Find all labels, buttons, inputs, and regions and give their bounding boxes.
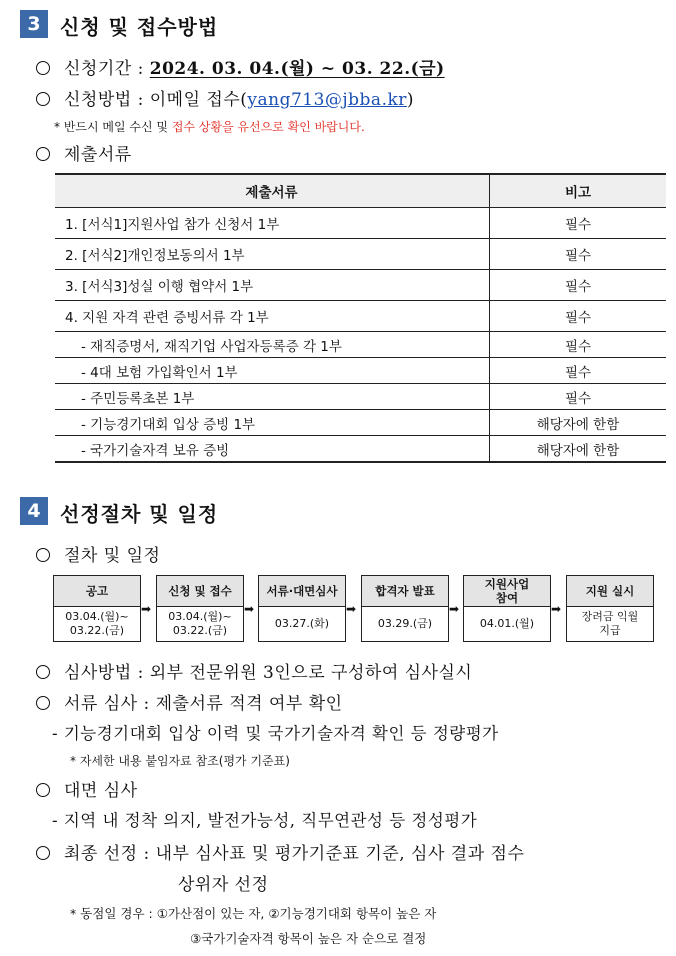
doc-cell: - 재직증명서, 재직기업 사업자등록증 각 1부	[55, 332, 490, 358]
doc-cell: - 4대 보험 가입확인서 1부	[55, 358, 490, 384]
doc-cell: 2. [서식2]개인정보동의서 1부	[55, 239, 490, 270]
table-row	[55, 358, 666, 384]
table-header-docs: 제출서류	[55, 174, 490, 208]
arrow-right-icon: ➡	[449, 602, 460, 616]
note-cell: 필수	[490, 270, 667, 301]
method-label: 신청방법 : 이메일 접수(	[64, 90, 248, 110]
table-row	[55, 301, 666, 332]
note-red: 접수 상황을 유선으로 확인 바랍니다.	[171, 120, 365, 134]
circle-bullet-icon	[36, 665, 50, 679]
note-cell: 필수	[490, 208, 667, 239]
process-step-support	[566, 575, 654, 642]
doc-cell: 4. 지원 자격 관련 증빙서류 각 1부	[55, 301, 490, 332]
document-review-text: 서류 심사 : 제출서류 적격 여부 확인	[64, 694, 343, 714]
step-title: 신청 및 접수	[157, 576, 243, 607]
final-selection	[36, 839, 524, 864]
step-date: 03.04.(월)~ 03.22.(금)	[65, 610, 129, 637]
step-title: 공고	[54, 576, 140, 607]
process-step-participation	[463, 575, 551, 642]
review-method-text: 심사방법 : 외부 전문위원 3인으로 구성하여 심사실시	[64, 663, 473, 683]
documents-heading	[36, 140, 132, 165]
note-cell: 필수	[490, 358, 667, 384]
table-row	[55, 384, 666, 410]
tie-note-2: ③국가기술자격 항목이 높은 자 순으로 결정	[190, 931, 427, 946]
circle-bullet-icon	[36, 548, 50, 562]
interview-review	[36, 776, 138, 801]
note-cell: 필수	[490, 239, 667, 270]
document-review-note: * 자세한 내용 붙임자료 참조(평가 기준표)	[70, 754, 290, 768]
note-cell: 해당자에 한함	[490, 410, 667, 436]
method-close: )	[406, 90, 415, 110]
table-row	[55, 208, 666, 239]
note-prefix: * 반드시 메일 수신 및	[54, 120, 172, 134]
process-step-announcement	[361, 575, 449, 642]
step-date: 03.29.(금)	[377, 617, 433, 630]
final-selection-line2: 상위자 선정	[178, 875, 269, 895]
email-link[interactable]: yang713@jbba.kr	[247, 90, 407, 110]
circle-bullet-icon	[36, 147, 50, 161]
table-header-note: 비고	[490, 174, 667, 208]
step-date: 04.01.(월)	[479, 617, 535, 630]
final-selection-text: 최종 선정 : 내부 심사표 및 평가기준표 기준, 심사 결과 점수	[64, 844, 525, 864]
procedure-heading	[36, 541, 160, 566]
section-3-title: 신청 및 접수방법	[60, 15, 219, 39]
table-row	[55, 239, 666, 270]
interview-detail: - 지역 내 정착 의지, 발전가능성, 직무연관성 등 정성평가	[52, 811, 478, 830]
circle-bullet-icon	[36, 783, 50, 797]
period-value: 2024. 03. 04.(월) ~ 03. 22.(금)	[149, 59, 445, 79]
table-row	[55, 332, 666, 358]
contact-note	[54, 118, 365, 135]
document-review	[36, 689, 343, 714]
arrow-right-icon: ➡	[551, 602, 562, 616]
section-4-number: 4	[20, 497, 48, 525]
arrow-right-icon: ➡	[141, 602, 152, 616]
note-cell: 해당자에 한함	[490, 436, 667, 463]
doc-cell: 1. [서식1]지원사업 참가 신청서 1부	[55, 208, 490, 239]
step-title: 지원 실시	[567, 576, 653, 607]
step-date: 장려금 익월 지급	[581, 610, 639, 637]
arrow-right-icon: ➡	[244, 602, 255, 616]
application-method	[36, 85, 414, 110]
documents-table	[55, 173, 666, 463]
circle-bullet-icon	[36, 61, 50, 75]
process-step-review	[258, 575, 346, 642]
doc-cell: - 기능경기대회 입상 증빙 1부	[55, 410, 490, 436]
process-step-application	[156, 575, 244, 642]
process-step-notice	[53, 575, 141, 642]
documents-label: 제출서류	[64, 145, 132, 165]
section-4-title: 선정절차 및 일정	[60, 502, 219, 526]
doc-cell: 3. [서식3]성실 이행 협약서 1부	[55, 270, 490, 301]
doc-cell: - 국가기술자격 보유 증빙	[55, 436, 490, 463]
procedure-label: 절차 및 일정	[64, 546, 161, 566]
arrow-right-icon: ➡	[346, 602, 357, 616]
step-title: 지원사업 참여	[464, 576, 550, 607]
tie-note-1: * 동점일 경우 : ①가산점이 있는 자, ②기능경기대회 항목이 높은 자	[70, 906, 437, 921]
step-title: 서류·대면심사	[259, 576, 345, 607]
circle-bullet-icon	[36, 696, 50, 710]
note-cell: 필수	[490, 332, 667, 358]
circle-bullet-icon	[36, 92, 50, 106]
table-row	[55, 436, 666, 463]
step-date: 03.27.(화)	[274, 617, 330, 630]
step-date: 03.04.(월)~ 03.22.(금)	[168, 610, 232, 637]
document-review-detail: - 기능경기대회 입상 이력 및 국가기술자격 확인 등 정량평가	[52, 724, 499, 743]
table-row	[55, 410, 666, 436]
doc-cell: - 주민등록초본 1부	[55, 384, 490, 410]
review-method	[36, 658, 472, 683]
table-row	[55, 270, 666, 301]
note-cell: 필수	[490, 384, 667, 410]
section-3-number: 3	[20, 10, 48, 38]
circle-bullet-icon	[36, 846, 50, 860]
application-period	[36, 54, 445, 79]
interview-text: 대면 심사	[64, 781, 138, 801]
period-label: 신청기간 :	[64, 59, 150, 79]
step-title: 합격자 발표	[362, 576, 448, 607]
note-cell: 필수	[490, 301, 667, 332]
